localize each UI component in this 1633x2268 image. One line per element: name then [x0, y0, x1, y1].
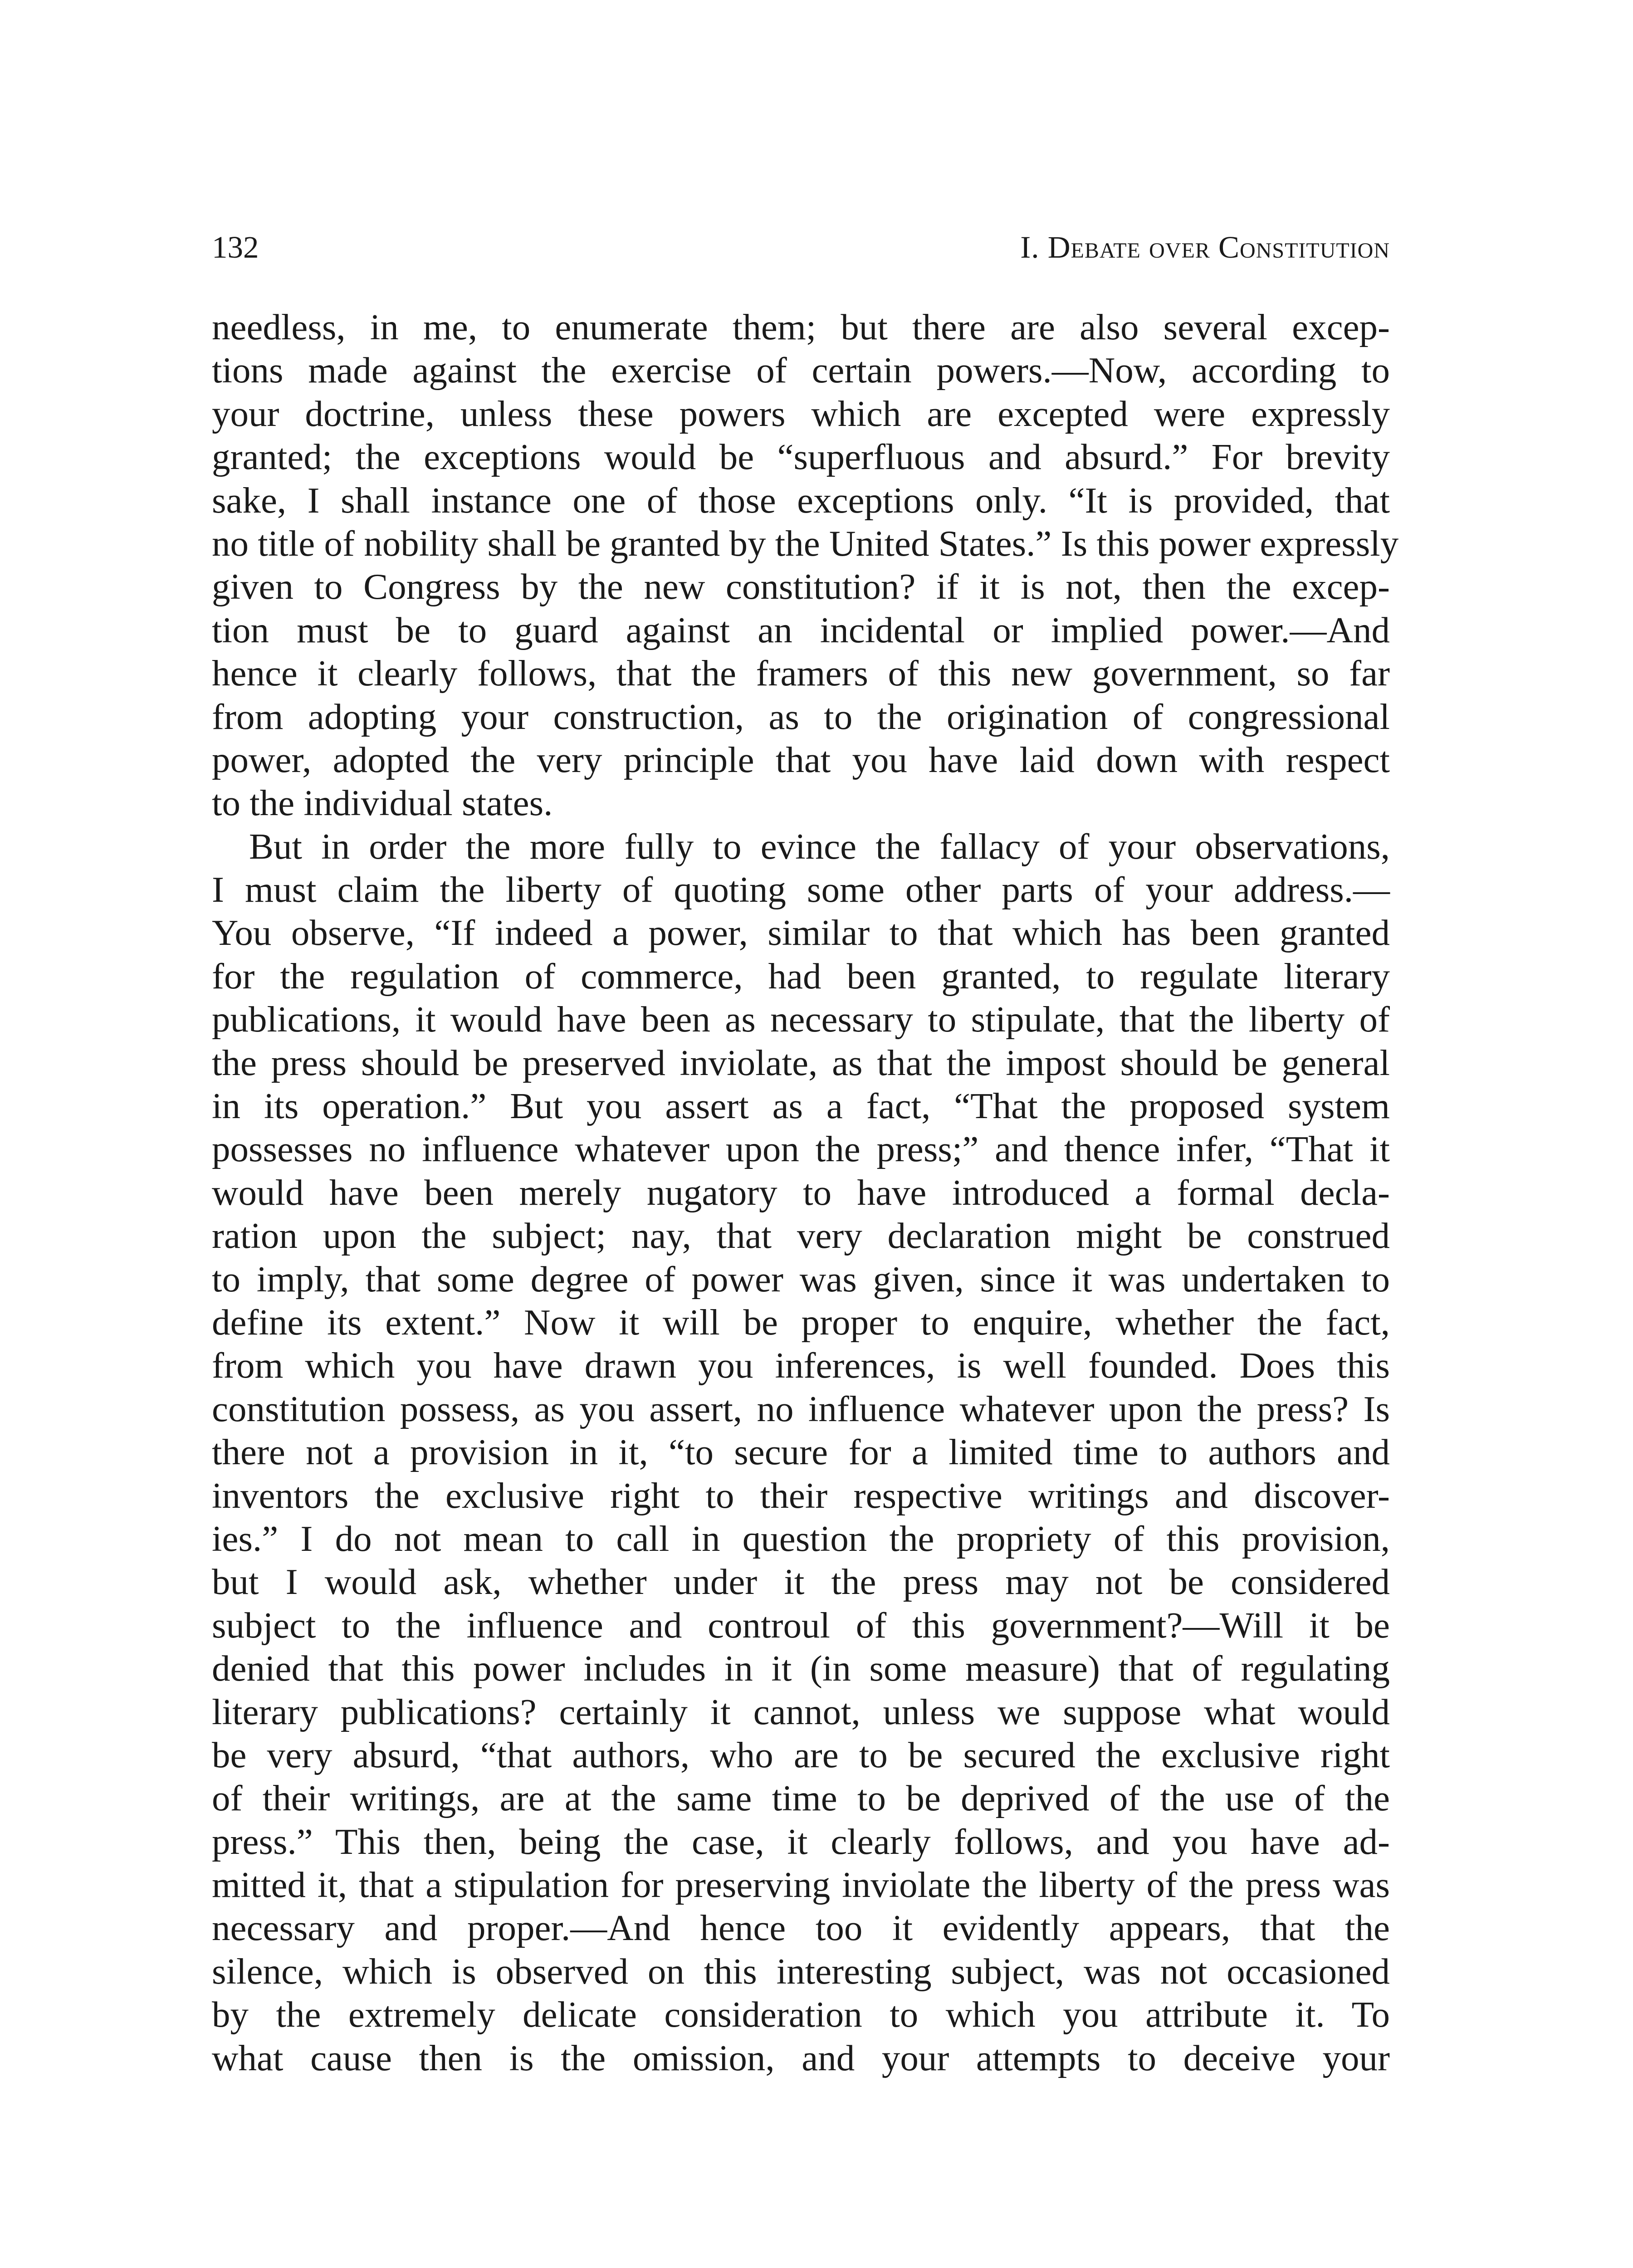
text-line: constitution possess, as you assert, no influence whatever upon the press? Is — [212, 1388, 1390, 1429]
text-line: power, adopted the very principle that you have laid down with respect — [212, 739, 1390, 780]
text-line: the press should be preserved inviolate, as that the impost should be general — [212, 1042, 1390, 1083]
text-line: be very absurd, “that authors, who are to be secured the exclusive right — [212, 1734, 1390, 1775]
text-line: in its operation.” But you assert as a fact, “That the proposed system — [212, 1085, 1390, 1127]
page-number: 132 — [212, 230, 259, 264]
text-line: no title of nobility shall be granted by the United States.” Is this power expressly — [212, 523, 1399, 564]
text-line: tions made against the exercise of certain powers.—Now, according to — [212, 350, 1390, 391]
text-line: ration upon the subject; nay, that very declaration might be construed — [212, 1215, 1390, 1256]
text-line: press.” This then, being the case, it clearly follows, and you have ad- — [212, 1821, 1390, 1862]
text-line: You observe, “If indeed a power, similar to that which has been granted — [212, 912, 1390, 953]
text-line: possesses no influence whatever upon the press;” and thence infer, “That it — [212, 1129, 1390, 1170]
text-line: from adopting your construction, as to the origination of congressional — [212, 696, 1390, 737]
text-line: your doctrine, unless these powers which are excepted were expressly — [212, 393, 1390, 434]
running-head — [212, 229, 1390, 265]
text-line: would have been merely nugatory to have introduced a formal decla- — [212, 1172, 1390, 1213]
text-line: silence, which is observed on this interesting subject, was not occasioned — [212, 1950, 1390, 1992]
text-line: mitted it, that a stipulation for preserving inviolate the liberty of the press was — [212, 1864, 1390, 1906]
text-line: tion must be to guard against an incidental or implied power.—And — [212, 609, 1390, 650]
paragraph-start-line: But in order the more fully to evince the fallacy of your observations, — [249, 826, 1390, 867]
body-text — [212, 306, 1399, 2080]
text-line: given to Congress by the new constitution? if it is not, then the excep- — [212, 566, 1390, 607]
text-line: needless, in me, to enumerate them; but there are also several excep- — [212, 307, 1390, 347]
text-line: denied that this power includes in it (in some measure) that of regulating — [212, 1648, 1390, 1689]
text-line: define its extent.” Now it will be proper to enquire, whether the fact, — [212, 1301, 1390, 1343]
text-line: to imply, that some degree of power was given, since it was undertaken to — [212, 1258, 1390, 1300]
text-line: inventors the exclusive right to their respective writings and discover- — [212, 1475, 1390, 1516]
text-line: by the extremely delicate consideration to which you attribute it. To — [212, 1994, 1390, 2035]
text-line: what cause then is the omission, and your attempts to deceive your — [212, 2037, 1390, 2078]
running-title: I. Debate over Constitution — [1020, 230, 1390, 264]
text-line: necessary and proper.—And hence too it evidently appears, that the — [212, 1907, 1390, 1949]
text-line: there not a provision in it, “to secure for a limited time to authors and — [212, 1432, 1390, 1473]
text-line: publications, it would have been as necessary to stipulate, that the liberty of — [212, 999, 1390, 1040]
paragraph-end-line: to the individual states. — [212, 782, 553, 824]
text-line: ies.” I do not mean to call in question the propriety of this provision, — [212, 1518, 1390, 1559]
text-line: for the regulation of commerce, had been granted, to regulate literary — [212, 955, 1390, 997]
text-line: from which you have drawn you inferences, is well founded. Does this — [212, 1345, 1390, 1386]
text-line: sake, I shall instance one of those exceptions only. “It is provided, that — [212, 479, 1390, 521]
text-line: of their writings, are at the same time to be deprived of the use of the — [212, 1778, 1390, 1819]
text-line: granted; the exceptions would be “superfluous and absurd.” For brevity — [212, 436, 1390, 478]
text-line: but I would ask, whether under it the press may not be considered — [212, 1561, 1390, 1603]
text-line: hence it clearly follows, that the framers of this new government, so far — [212, 653, 1390, 694]
text-line: subject to the influence and controul of this government?—Will it be — [212, 1604, 1390, 1646]
text-line: literary publications? certainly it cannot, unless we suppose what would — [212, 1691, 1390, 1732]
text-line: I must claim the liberty of quoting some other parts of your address.— — [212, 869, 1390, 910]
